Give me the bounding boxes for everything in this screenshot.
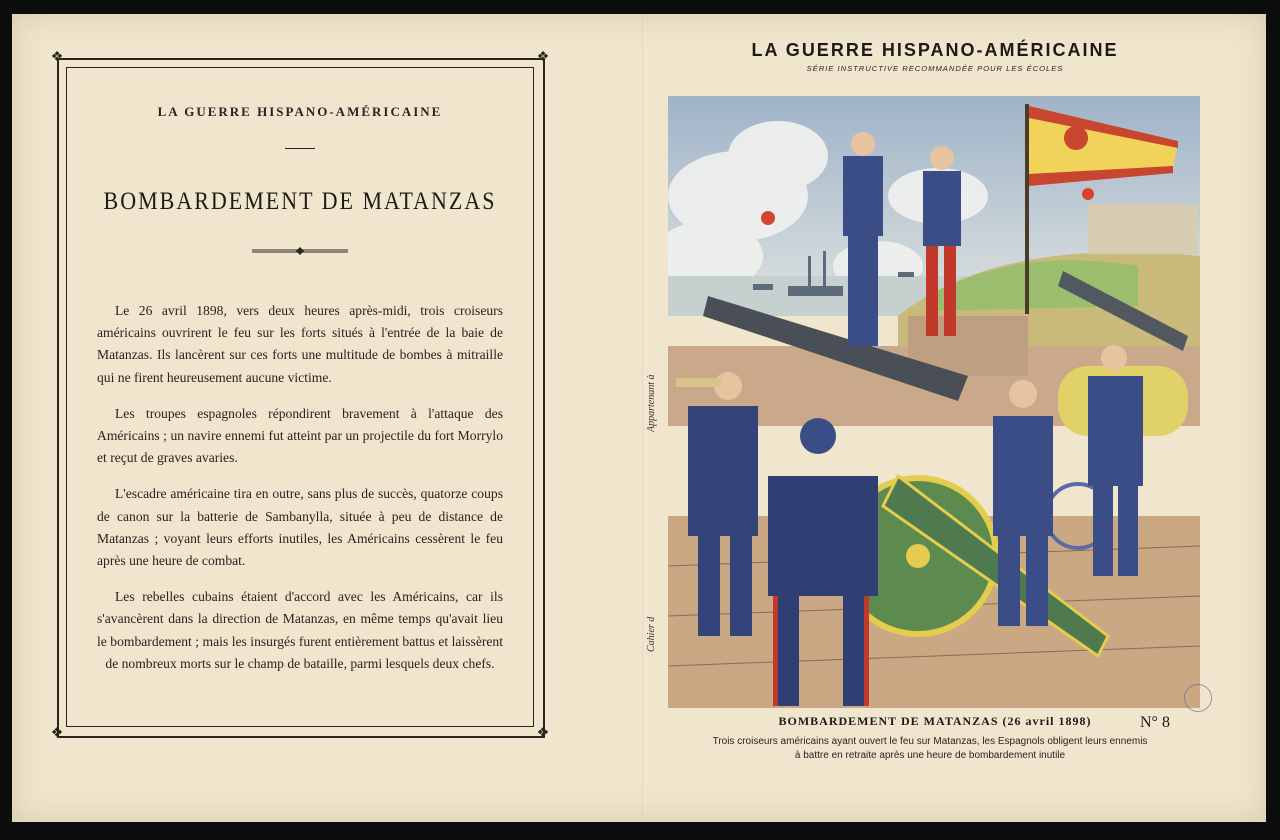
corner-ornament-icon: ❖ xyxy=(50,50,64,65)
plate-number: N° 8 xyxy=(1140,714,1170,731)
page-fold xyxy=(642,14,644,822)
left-page-header: LA GUERRE HISPANO-AMÉRICAINE xyxy=(157,104,443,119)
left-page-title: BOMBARDEMENT DE MATANZAS xyxy=(103,186,497,215)
divider-rule xyxy=(285,148,315,149)
caption-line: à battre en retraite après une heure de bombardement inutile xyxy=(794,750,1066,761)
paragraph: Le 26 avril 1898, vers deux heures après-midi, trois croiseurs américains ouvrirent le feu sur les forts situés à l'entrée de la baie de Matanzas. Ils lancèrent sur ces forts une multitude de bombes à mitraille qui ne firent heureusement aucune victime. xyxy=(97,303,503,385)
corner-ornament-icon: ❖ xyxy=(536,726,550,741)
paragraph: Les troupes espagnoles répondirent bravement à l'attaque des Américains ; un navire ennemi fut atteint par un projectile du fort Morrylo et reçut de graves avaries. xyxy=(97,405,503,466)
caption-line: Trois croiseurs américains ayant ouvert le feu sur Matanzas, les Espagnols obligent leurs ennemis xyxy=(712,736,1148,747)
paragraph: L'escadre américaine tira en outre, sans plus de succès, quatorze coups de canon sur la batterie de Sambanylla, située à peu de distance de Matanzas ; voyant leurs efforts inutiles, les Américains cessèrent le feu après une heure de combat. xyxy=(97,486,503,569)
corner-ornament-icon: ❖ xyxy=(50,726,64,741)
plate-caption-title: BOMBARDEMENT DE MATANZAS (26 avril 1898) xyxy=(778,714,1092,728)
notebook-label: Cahier d xyxy=(646,616,657,652)
distant-town xyxy=(1088,204,1198,254)
plate-caption-text xyxy=(680,735,1180,763)
owner-label: Appartenant à xyxy=(646,374,657,432)
ornamental-divider-icon xyxy=(252,247,348,255)
officer-binoculars xyxy=(843,132,883,346)
flagpole xyxy=(1025,104,1029,314)
paragraph: Les rebelles cubains étaient d'accord avec les Américains, car ils s'avancèrent dans la direction de Matanzas, en même temps qu'avait lieu le bombardement ; mais les insurgés furent entièrement battus et laissèrent de nombreux morts sur le champ de bataille, parmi lesquels deux chefs. xyxy=(97,589,503,671)
library-stamp-icon xyxy=(1184,684,1212,712)
right-page-header: LA GUERRE HISPANO-AMÉRICAINE xyxy=(751,40,1119,60)
shell-burst xyxy=(761,211,775,225)
flag-crest-icon xyxy=(1064,126,1088,150)
right-page-subheader: SÉRIE INSTRUCTIVE RECOMMANDÉE POUR LES ÉCOLES xyxy=(806,64,1064,73)
shell-burst xyxy=(1082,188,1094,200)
battle-illustration xyxy=(668,96,1200,708)
article-body xyxy=(97,300,503,689)
corner-ornament-icon: ❖ xyxy=(536,50,550,65)
